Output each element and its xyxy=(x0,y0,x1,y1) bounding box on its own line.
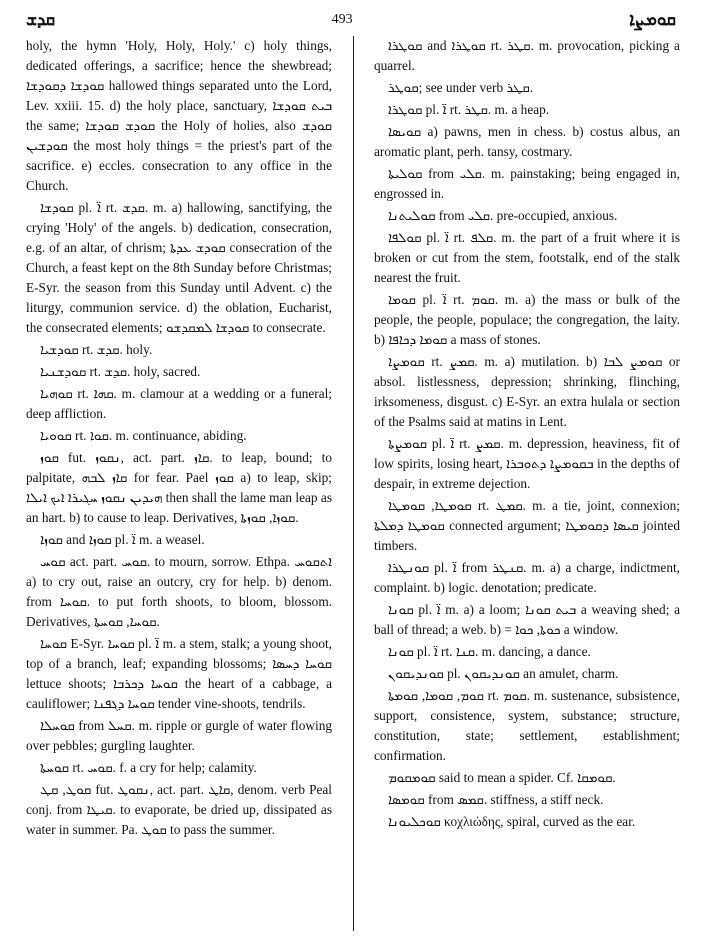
right-column xyxy=(374,36,680,931)
head-word-left: ܩܕܫ xyxy=(26,10,56,30)
entry: ܩܘܝܣܐ a) pawns, men in chess. b) costus albus, an aromatic plant, perh. tansy, costmary. xyxy=(374,124,680,159)
entry: ܩܘܢܐ pl. ܐ̈ m. a) a loom; ܒܝܬ ܩܘܢܐ a weaving shed; a ball of thread; a web. b) = ܟܘܬܐ, ܟܘܐ a window. xyxy=(374,602,680,637)
entry: ܩܘܡܣܐ from ܩܡܣ. stiffness, a stiff neck. xyxy=(388,792,604,807)
entry: ܩܘܙܐ and ܩܘܙܐ pl. ܐ̈ m. a weasel. xyxy=(40,532,205,547)
entry: ܩܘܡܩܘܡ said to mean a spider. Cf. ܩܘܡܩܐ. xyxy=(388,770,616,785)
entry: ܩܘܡܨܬܐ pl. ܐ̈ rt. ܩܡܨ. m. depression, heaviness, fit of low spirits, losing heart, ܒܩܘܡܨܐ ܕܬܘܒܪܐ in the depths of despair, in extreme dejection. xyxy=(374,436,680,491)
entry: ܩܘܛ, ܩܛ fut. ܢܩܘܛ, act. part. ܩܐܛ, denom. verb Peal conj. from ܩܝܛܐ. to evaporate, be dried up, dissipated as water in summer. Pa. ܩܘܛ to pass the summer. xyxy=(26,782,332,837)
head-word-right: ܩܘܡܨܐ xyxy=(629,10,676,30)
entry: ܩܘܘܝܐ rt. ܩܘܐ. m. continuance, abiding. xyxy=(40,428,247,443)
two-column-body xyxy=(26,36,680,931)
entry: ܩܘܡ, ܩܘܡܐ, ܩܘܡܬܐ rt. ܩܘܡ. m. sustenance, subsistence, support, consistence, system, substance; structure, constitution, state; settlement, establishment; confirmation. xyxy=(374,688,680,763)
entry-continuation: holy, the hymn 'Holy, Holy, Holy.' c) holy things, dedicated offerings, a sacrifice; hence the shewbread; ܩܘܕܫܐ ܕܩܘܕܫܐ hallowed things separated unto the Lord, Lev. xxiii. 15. d) the holy place, sanctuary, ܒܝܬ ܩܘܕܫܐ the same; ܩܘܕܫ ܩܘܕܫܐ the Holy of holies, also ܩܘܕܫ ܩܘܕܫܝܢ the most holy things = the priest's part of the sacrifice. e) eccles. consecration to any office in the Church. xyxy=(26,38,332,193)
entry: ܩܘܚ act. part. ܩܘܚ. to mourn, sorrow. Ethpa. ܐܬܩܘܚ a) to cry out, raise an outcry, cry for help. b) denom. from ܩܘܚܐ. to put forth shoots, to bloom, blossom. Derivatives, ܩܘܚܐ, ܩܘܚܬܐ. xyxy=(26,554,332,629)
entry: ܩܘܚܠܐ from ܩܚܠ. m. ripple or gurgle of water flowing over pebbles; gurgling laughter. xyxy=(26,718,332,753)
entry: ܩܘܠܝܬܐ from ܩܠܝ. m. painstaking; being engaged in, engrossed in. xyxy=(374,166,680,201)
entry: ܩܘܡܐ pl. ܐ̈ rt. ܩܘܡ. m. a) the mass or bulk of the people, the people, populace; the congregation, the laity. b) ܩܘܡܐ ܕܟܐܦܐ a mass of stones. xyxy=(374,292,680,347)
page-number: 493 xyxy=(331,12,353,27)
entry: ܩܘܚܬܐ rt. ܩܘܚ. f. a cry for help; calamity. xyxy=(40,760,257,775)
column-divider xyxy=(353,36,354,931)
entry: ܩܘܛܪܐ and ܩܘܛܪܐ rt. ܩܛܪ. m. provocation, picking a quarrel. xyxy=(374,38,680,73)
entry: ܩܘܡܨܐ rt. ܩܡܨ. m. a) mutilation. b) ܩܘܡܨ ܠܒܐ or absol. listlessness, depression; shrinking, flinching, irksomeness, disgust. c) E-Syr. an extra hulala or section of the Psalms said at matins in Lent. xyxy=(374,354,680,429)
entry: ܩܘܕܫܐ pl. ܐ̈ rt. ܩܕܫ. m. a) hallowing, sanctifying, the crying 'Holy' of the angels. b) dedication, consecration, e.g. of an altar, of chrism; ܩܘܕܫ ܥܕܬܐ consecration of the Church, a feast kept on the 8th Sunday before Christmas; E-Syr. the season from this Sunday until Advent. c) the liturgy, communion service. d) the oblation, Eucharist, the consecrated elements; ܩܘܕܫܐ ܠܡܩܕܫܘ to consecrate. xyxy=(26,200,332,335)
entry: ܩܘܢܕܝܩܘܢ pl. ܩܘܢܕܝܩܘܢ an amulet, charm. xyxy=(388,666,619,681)
entry: ܩܘܙ fut. ܢܩܘܙ, act. part. ܩܐܙ. to leap, bound; to palpitate, ܩܐܙ ܠܒܗ for fear. Pael ܩܘܙ a) to leap, skip; ܗܝܕܝܢ ܢܩܘܙ ܚܓܝܪܐ ܐܝܟ ܐܝܠܐ then shall the lame man leap as an hart. b) to cause to leap. Derivatives, ܩܘܙܐ, ܩܘܙܬܐ. xyxy=(26,450,332,525)
entry: ܩܘܕܫܝܐ rt. ܩܕܫ. holy. xyxy=(40,342,153,357)
entry: ܩܘܛܪ; see under verb ܩܛܪ. xyxy=(388,80,534,95)
entry: ܩܘܟܠܝܘܢܐ κοχλιώδης, spiral, curved as the ear. xyxy=(388,814,636,829)
entry: ܩܘܗܝܐ rt. ܩܗܐ. m. clamour at a wedding or a funeral; deep affliction. xyxy=(26,386,332,421)
left-column xyxy=(26,36,332,931)
entry: ܩܘܢܛܪܐ pl. ܐ̈ from ܩܢܛܪ. m. a) a charge, indictment, complaint. b) logic. denotation; predicate. xyxy=(374,560,680,595)
entry: ܩܘܡܛܐ, ܩܘܡܛܐ rt. ܩܡܛ. m. a tie, joint, connexion; ܩܘܡܛܐ ܕܡܠܬܐ connected argument; ܩܝܣܐ ܕܩܘܡܛܐ jointed timbers. xyxy=(374,498,680,553)
running-head xyxy=(26,8,676,32)
entry: ܩܘܠܝܬܢܐ from ܩܠܝ. pre-occupied, anxious. xyxy=(388,208,618,223)
entry: ܩܘܛܪܐ pl. ܐ̈ rt. ܩܛܪ. m. a heap. xyxy=(388,102,550,117)
entry: ܩܘܢܐ pl. ܐ̈ rt. ܩܢܐ. m. dancing, a dance. xyxy=(388,644,591,659)
entry: ܩܘܚܐ E-Syr. ܩܘܚܐ pl. ܐ̈ m. a stem, stalk; a young shoot, top of a branch, leaf; expanding blossoms; ܩܘܚܐ ܕܚܣܐ lettuce shoots; ܩܘܚܐ ܕܟܪܒܐ the heart of a cabbage, a cauliflower; ܩܘܚܐ ܕܓܦܢܐ tender vine-shoots, tendrils. xyxy=(26,636,332,711)
entry: ܩܘܕܫܢܝܐ rt. ܩܕܫ. holy, sacred. xyxy=(40,364,201,379)
entry: ܩܘܠܦܐ pl. ܐ̈ rt. ܩܠܦ. m. the part of a fruit where it is broken or cut from the stem, footstalk, end of the stalk nearest the fruit. xyxy=(374,230,680,285)
